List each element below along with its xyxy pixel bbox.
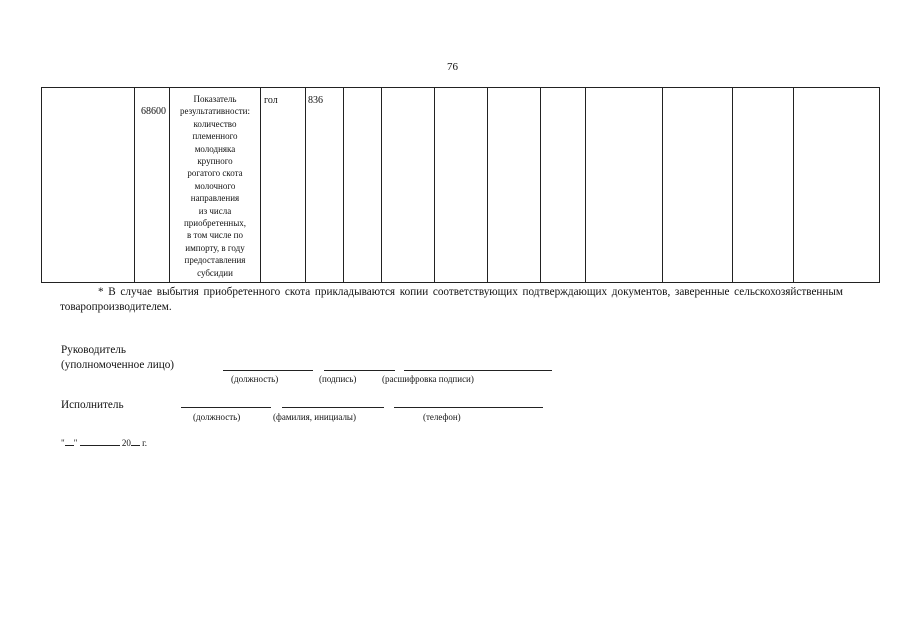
description-line: результативности: [180, 106, 250, 117]
executor-name-caption: (фамилия, инициалы) [273, 412, 356, 422]
footnote: * В случае выбытия приобретенного скота прикладываются копии соответствующих подтверждающих документов, заверенные сельскохозяйственным товаропроизводителем. [60, 286, 843, 313]
date-quote-close: " [73, 438, 78, 448]
head-signature-field[interactable] [324, 370, 395, 371]
table-cell-empty [663, 88, 733, 283]
table-cell-empty [586, 88, 663, 283]
head-decoding-field[interactable] [404, 370, 552, 371]
date-month-field[interactable] [80, 439, 120, 446]
description-line: племенного [192, 131, 238, 142]
date-line [61, 438, 147, 448]
head-decoding-caption: (расшифровка подписи) [382, 374, 474, 384]
head-position-caption: (должность) [231, 374, 279, 384]
head-signature-caption: (подпись) [319, 374, 357, 384]
description-line: крупного [197, 156, 233, 167]
indicator-table [41, 87, 880, 283]
table-cell-empty [435, 88, 488, 283]
description-line: Показатель [193, 94, 237, 104]
head-position-field[interactable] [223, 370, 313, 371]
description-line: приобретенных, [183, 218, 247, 229]
description-line: количество [193, 118, 237, 129]
description-line: направления [190, 193, 240, 204]
description-line: предоставления [184, 255, 246, 266]
head-label: Руководитель [61, 344, 126, 356]
indicator-unit: гол [261, 88, 306, 283]
executor-label: Исполнитель [61, 399, 124, 411]
table-cell-empty [42, 88, 135, 283]
executor-phone-caption: (телефон) [423, 412, 461, 422]
table-cell-empty [488, 88, 541, 283]
indicator-code: 68600 [135, 88, 170, 283]
table-cell-empty [794, 88, 880, 283]
description-line: из числа [198, 205, 232, 216]
indicator-description [170, 88, 261, 283]
description-line: в том числе по [187, 230, 243, 241]
table-cell-empty [733, 88, 794, 283]
table-row [42, 88, 880, 283]
executor-phone-field[interactable] [394, 407, 543, 408]
date-year-field[interactable] [131, 439, 140, 446]
date-quote-open: " [61, 438, 65, 448]
description-line: молочного [194, 180, 236, 191]
indicator-value: 836 [306, 88, 344, 283]
executor-position-field[interactable] [181, 407, 271, 408]
executor-name-field[interactable] [282, 407, 384, 408]
date-suffix: г. [142, 438, 148, 448]
page-number: 76 [447, 61, 458, 73]
date-day-field[interactable] [65, 439, 74, 446]
description-line: субсидии [197, 267, 233, 278]
table-cell-empty [344, 88, 382, 283]
head-label-sub: (уполномоченное лицо) [61, 359, 175, 371]
table-cell-empty [382, 88, 435, 283]
description-line: рогатого скота [187, 168, 243, 179]
description-line: импорту, в году [185, 242, 245, 253]
executor-position-caption: (должность) [193, 412, 241, 422]
table-cell-empty [541, 88, 586, 283]
date-century: 20 [121, 438, 131, 448]
description-line: молодняка [194, 143, 236, 154]
